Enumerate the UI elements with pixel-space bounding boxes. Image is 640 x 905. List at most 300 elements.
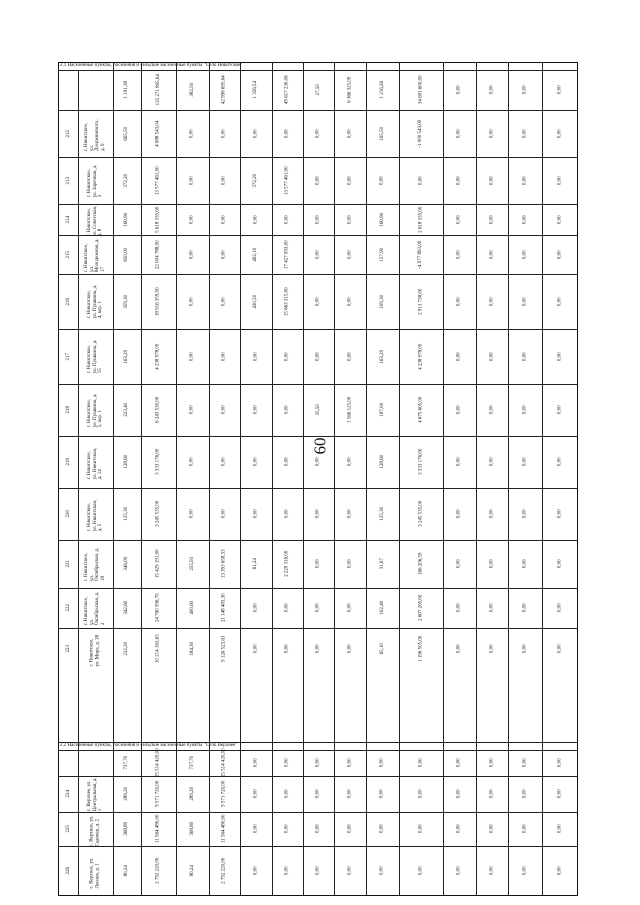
value-cell — [141, 588, 176, 628]
value-cell — [542, 812, 578, 846]
value-text: 18 916 359,00 — [155, 287, 161, 316]
row-number — [60, 237, 78, 272]
value-cell — [141, 235, 176, 274]
value-text: 128,60 — [379, 455, 385, 469]
value-text: 0,00 — [347, 644, 353, 654]
value-text: 232,20 — [124, 642, 130, 656]
value-cell — [176, 588, 209, 628]
value-cell — [443, 628, 476, 670]
value-text: 0,00 — [557, 824, 563, 834]
value-text: -1 000 543,00 — [418, 119, 424, 148]
value-cell — [240, 329, 272, 384]
value-text: 13 577 461,00 — [284, 166, 290, 195]
value-text: 0,00 — [284, 509, 290, 519]
value-cell — [303, 812, 334, 846]
value-cell — [113, 274, 141, 329]
value-cell — [476, 274, 508, 329]
value-cell — [240, 204, 272, 235]
row-number-text: 219 — [66, 458, 72, 466]
value-text: 0,00 — [315, 509, 321, 519]
value-text: 0,00 — [253, 215, 259, 224]
value-cell — [209, 70, 240, 110]
value-text: 0,00 — [489, 297, 495, 306]
value-cell — [272, 588, 303, 628]
value-cell — [476, 384, 508, 436]
value-text: 0,00 — [221, 405, 227, 415]
value-cell — [443, 329, 476, 384]
value-text: 255,93 — [189, 557, 195, 571]
row-address-text: с. Верхнее, ул. Лесная, д. 1 — [89, 857, 100, 888]
value-text: 0,00 — [189, 215, 195, 224]
value-text: 430,50 — [253, 294, 259, 309]
value-text: 0,00 — [253, 644, 259, 654]
value-text: 31,67 — [379, 558, 385, 570]
row-number-text: 215 — [66, 250, 72, 259]
value-text: 0,00 — [253, 457, 259, 467]
value-text: 1 566 125,00 — [347, 396, 353, 424]
value-cell — [113, 776, 141, 812]
value-text: 0,00 — [315, 644, 321, 654]
value-cell — [176, 110, 209, 157]
value-text: 13 393 658,33 — [221, 549, 227, 579]
value-text: 0,00 — [522, 297, 528, 306]
row-number — [60, 542, 78, 586]
value-text: 0,00 — [347, 176, 353, 185]
value-cell — [240, 384, 272, 436]
value-cell — [141, 157, 176, 204]
value-cell — [508, 110, 542, 157]
row-address — [78, 206, 112, 237]
value-text: 3 245 535,00 — [418, 500, 424, 528]
value-cell — [399, 70, 443, 110]
row-number — [60, 112, 78, 155]
value-cell — [334, 70, 366, 110]
value-cell — [399, 235, 443, 274]
value-text: 0,00 — [221, 509, 227, 519]
value-text: 0,00 — [253, 129, 259, 138]
value-cell — [366, 157, 399, 204]
value-text: 0,00 — [489, 644, 495, 654]
value-cell — [508, 628, 542, 670]
value-text: 0,00 — [379, 758, 385, 768]
value-text: 0,00 — [315, 457, 321, 467]
value-text: 0,00 — [284, 215, 290, 224]
value-cell — [113, 588, 141, 628]
value-text: 0,00 — [522, 509, 528, 519]
value-text: 0,00 — [489, 457, 495, 467]
value-text: 0,00 — [522, 85, 528, 95]
value-cell — [176, 436, 209, 488]
value-text: 0,00 — [456, 352, 462, 361]
value-text: 0,00 — [284, 352, 290, 361]
value-text: 0,00 — [557, 352, 563, 361]
row-address — [78, 490, 112, 538]
value-text: 125,30 — [379, 507, 385, 521]
row-address — [78, 331, 112, 382]
value-cell — [443, 588, 476, 628]
value-cell — [399, 204, 443, 235]
value-cell — [366, 846, 399, 896]
value-text: 0,00 — [522, 176, 528, 185]
value-cell — [176, 488, 209, 540]
value-text: 0,00 — [189, 509, 195, 519]
value-cell — [366, 588, 399, 628]
value-text: 0,00 — [456, 758, 462, 768]
value-text: 0,00 — [456, 129, 462, 138]
value-cell — [334, 157, 366, 204]
value-cell — [443, 436, 476, 488]
value-text: 0,00 — [522, 789, 528, 799]
value-cell — [113, 157, 141, 204]
value-text: 109,30 — [379, 294, 385, 309]
value-text: 0,00 — [315, 297, 321, 306]
value-text: 6 243 530,00 — [155, 396, 161, 424]
value-cell — [542, 750, 578, 776]
row-address — [78, 438, 112, 486]
value-cell — [113, 488, 141, 540]
value-cell — [542, 274, 578, 329]
value-text: 0,00 — [221, 215, 227, 224]
row-number-text: 220 — [66, 510, 72, 518]
value-cell — [366, 750, 399, 776]
value-cell — [443, 846, 476, 896]
value-text: 163,29 — [379, 349, 385, 364]
value-text: 184,30 — [189, 642, 195, 656]
value-cell — [366, 235, 399, 274]
value-text: 0,00 — [456, 215, 462, 224]
value-text: 1 216,26 — [379, 81, 385, 99]
value-text: 0,00 — [456, 250, 462, 259]
value-text: 0,00 — [189, 129, 195, 138]
value-cell — [334, 540, 366, 588]
value-text: 0,00 — [557, 758, 563, 768]
value-text: 0,00 — [284, 644, 290, 654]
value-text: 665,50 — [124, 126, 130, 141]
value-cell — [303, 110, 334, 157]
value-cell — [240, 157, 272, 204]
value-cell — [272, 540, 303, 588]
section-divider — [58, 742, 578, 743]
value-cell — [334, 750, 366, 776]
value-text: 0,00 — [489, 866, 495, 876]
value-text: 0,00 — [557, 644, 563, 654]
value-text: 0,00 — [284, 603, 290, 613]
value-text: 0,00 — [253, 758, 259, 768]
value-cell — [542, 588, 578, 628]
value-cell — [113, 329, 141, 384]
value-cell — [399, 776, 443, 812]
value-cell — [272, 436, 303, 488]
value-cell — [476, 488, 508, 540]
value-text: 0,00 — [456, 603, 462, 613]
row-address-text: г. Никитское, ул. Советская, д. 8 — [86, 206, 103, 237]
value-cell — [508, 846, 542, 896]
value-cell — [542, 157, 578, 204]
value-cell — [399, 436, 443, 488]
value-cell — [366, 540, 399, 588]
value-text: 0,00 — [315, 250, 321, 259]
value-text: 42 998 695,64 — [221, 75, 227, 105]
value-cell — [476, 235, 508, 274]
value-cell — [113, 846, 141, 896]
value-text: 0,00 — [315, 129, 321, 138]
value-text: 65,10 — [379, 643, 385, 655]
value-cell — [209, 588, 240, 628]
row-number-text: 212 — [66, 129, 72, 138]
value-text: 0,00 — [557, 129, 563, 138]
value-cell — [176, 846, 209, 896]
row-number — [60, 438, 78, 486]
value-cell — [209, 204, 240, 235]
value-cell — [399, 329, 443, 384]
value-text: 0,00 — [418, 824, 424, 834]
value-cell — [443, 384, 476, 436]
value-text: 0,00 — [379, 866, 385, 876]
value-text: 125,30 — [124, 507, 130, 521]
value-cell — [508, 204, 542, 235]
row-address-text: г. Никитское, ул. Пушкина, д. 5, кор. 1 — [86, 393, 103, 427]
value-text: 0,00 — [347, 758, 353, 768]
value-text: 2 618 335,00 — [418, 206, 424, 233]
value-text: 1 196 505,00 — [418, 635, 424, 663]
value-text: 166 206,59 — [418, 552, 424, 576]
value-text: 80,24 — [189, 865, 195, 877]
value-cell — [508, 588, 542, 628]
value-cell — [334, 812, 366, 846]
value-cell — [176, 157, 209, 204]
row-address-text: г. Никитское, ул. Никитская, д. 5 — [86, 499, 103, 531]
value-cell — [303, 628, 334, 670]
value-text: 35,50 — [315, 404, 321, 416]
value-text: 737,70 — [124, 756, 130, 770]
value-text: 102,40 — [379, 601, 385, 615]
value-text: 0,00 — [221, 176, 227, 185]
value-text: 0,00 — [315, 559, 321, 569]
value-text: 0,00 — [284, 758, 290, 768]
value-text: 0,00 — [456, 509, 462, 519]
value-cell — [334, 204, 366, 235]
value-text: 61,24 — [253, 558, 259, 570]
value-cell — [113, 436, 141, 488]
value-cell — [303, 70, 334, 110]
row-number-text: 224 — [66, 790, 72, 798]
value-cell — [141, 110, 176, 157]
value-text: 9 571 720,00 — [221, 780, 227, 808]
value-cell — [303, 157, 334, 204]
value-cell — [542, 329, 578, 384]
value-cell — [399, 846, 443, 896]
value-cell — [141, 540, 176, 588]
value-text: 3 333 176,00 — [155, 448, 161, 476]
row-number — [60, 630, 78, 668]
section-2-title: 2.2 Населенные пункты, поселения и сельские населенные пункты "Село Верхнее" — [60, 743, 238, 748]
value-text: 21 148 483,30 — [221, 593, 227, 623]
value-text: 650,00 — [124, 247, 130, 262]
value-text: 0,00 — [347, 352, 353, 361]
value-cell — [240, 588, 272, 628]
value-text: 0,00 — [456, 559, 462, 569]
value-cell — [240, 70, 272, 110]
value-text: 10 214 163,63 — [155, 634, 161, 664]
value-text: 0,00 — [253, 509, 259, 519]
value-cell — [113, 540, 141, 588]
value-cell — [113, 70, 141, 110]
value-text: 4 675 605,00 — [418, 396, 424, 424]
value-cell — [334, 488, 366, 540]
value-text: 0,00 — [253, 789, 259, 799]
value-cell — [141, 488, 176, 540]
value-cell — [476, 540, 508, 588]
value-text: 0,00 — [489, 559, 495, 569]
value-cell — [240, 540, 272, 588]
value-text: 15 429 191,00 — [155, 549, 161, 579]
row-address — [78, 778, 112, 810]
value-cell — [476, 588, 508, 628]
value-cell — [476, 157, 508, 204]
value-text: 0,00 — [456, 644, 462, 654]
value-text: 0,00 — [315, 866, 321, 876]
value-text: 22 004 788,00 — [155, 240, 161, 269]
value-text: 0,00 — [347, 129, 353, 138]
row-address-text: г. Никитское, ул. Заречная, д. 3 — [86, 164, 103, 198]
value-text: 0,00 — [456, 405, 462, 415]
value-text: 0,00 — [379, 824, 385, 834]
value-text: 0,00 — [315, 824, 321, 834]
value-cell — [443, 488, 476, 540]
value-cell — [272, 846, 303, 896]
value-text: 0,00 — [189, 297, 195, 306]
value-text: 2 607 200,00 — [418, 594, 424, 622]
value-text: 187,00 — [379, 403, 385, 417]
value-text: 0,00 — [557, 176, 563, 185]
value-text: 9 571 720,00 — [155, 780, 161, 808]
value-cell — [209, 488, 240, 540]
value-text: 0,00 — [347, 509, 353, 519]
value-text: 0,00 — [456, 866, 462, 876]
value-text: 342,60 — [124, 601, 130, 615]
value-cell — [176, 235, 209, 274]
value-cell — [113, 110, 141, 157]
value-cell — [334, 436, 366, 488]
value-text: 0,00 — [284, 405, 290, 415]
value-cell — [303, 204, 334, 235]
value-cell — [141, 329, 176, 384]
value-text: 0,00 — [522, 352, 528, 361]
value-text: 0,00 — [489, 603, 495, 613]
value-cell — [542, 628, 578, 670]
value-cell — [272, 776, 303, 812]
value-cell — [366, 204, 399, 235]
value-text: 0,00 — [347, 866, 353, 876]
value-cell — [476, 204, 508, 235]
value-text: 0,00 — [418, 789, 424, 799]
value-text: 4 088 543,04 — [155, 120, 161, 147]
value-cell — [476, 436, 508, 488]
value-text: 0,00 — [522, 824, 528, 834]
value-text: 346,09 — [124, 557, 130, 571]
value-text: 0,00 — [347, 789, 353, 799]
row-address — [78, 848, 112, 894]
value-cell — [476, 329, 508, 384]
value-text: 0,00 — [489, 129, 495, 138]
value-cell — [272, 488, 303, 540]
value-cell — [476, 70, 508, 110]
row-address — [78, 590, 112, 626]
value-cell — [542, 846, 578, 896]
value-text: 0,00 — [522, 758, 528, 768]
value-cell — [209, 846, 240, 896]
value-cell — [209, 436, 240, 488]
row-address-text: г. Никитское, ул. Никитская, д. 14 — [86, 447, 103, 479]
row-address — [78, 237, 112, 272]
value-text: 2 792 220,00 — [221, 857, 227, 885]
value-text: 1 191,38 — [124, 81, 130, 99]
value-text: 0,00 — [347, 297, 353, 306]
value-cell — [366, 812, 399, 846]
value-cell — [366, 329, 399, 384]
value-text: 0,00 — [189, 352, 195, 361]
value-text: 289,20 — [189, 787, 195, 801]
value-text: 11 564 480,00 — [155, 814, 161, 844]
value-cell — [240, 846, 272, 896]
value-cell — [240, 110, 272, 157]
value-cell — [508, 157, 542, 204]
value-text: 0,00 — [456, 176, 462, 185]
value-cell — [508, 70, 542, 110]
value-text: 359,30 — [124, 294, 130, 309]
value-text: 0,00 — [522, 215, 528, 224]
value-cell — [240, 628, 272, 670]
row-address — [78, 814, 112, 844]
row-number-text: 214 — [66, 215, 72, 224]
value-cell — [476, 812, 508, 846]
value-cell — [476, 110, 508, 157]
value-text: 163,29 — [124, 349, 130, 364]
row-address-text: с. Верхнее, ул. Садовая, д. 2 — [89, 815, 100, 846]
value-cell — [508, 274, 542, 329]
value-cell — [508, 235, 542, 274]
value-text: 4 238 978,00 — [418, 343, 424, 370]
value-cell — [399, 488, 443, 540]
value-cell — [113, 235, 141, 274]
value-text: 0,00 — [522, 559, 528, 569]
row-number-text: 218 — [66, 406, 72, 414]
row-address-text: г. Никитское, ул. Молодежная, д. 17 — [84, 238, 106, 272]
value-text: 0,00 — [557, 297, 563, 306]
value-text: 0,00 — [315, 758, 321, 768]
value-cell — [542, 776, 578, 812]
value-text: 0,00 — [347, 559, 353, 569]
value-text: 25 514 420,00 — [155, 748, 161, 778]
value-cell — [443, 110, 476, 157]
value-cell — [443, 274, 476, 329]
row-number-text: 221 — [66, 560, 72, 568]
value-cell — [141, 628, 176, 670]
value-text: 80,24 — [124, 865, 130, 877]
value-cell — [542, 204, 578, 235]
value-cell — [113, 812, 141, 846]
value-text: 0,00 — [557, 405, 563, 415]
row-number-text: 217 — [66, 352, 72, 361]
value-text: 372,20 — [124, 173, 130, 188]
value-text: 0,00 — [221, 297, 227, 306]
value-text: 0,00 — [253, 405, 259, 415]
value-cell — [508, 750, 542, 776]
value-cell — [366, 776, 399, 812]
value-text: 0,00 — [418, 866, 424, 876]
value-text: 0,00 — [379, 176, 385, 185]
row-address — [78, 386, 112, 434]
